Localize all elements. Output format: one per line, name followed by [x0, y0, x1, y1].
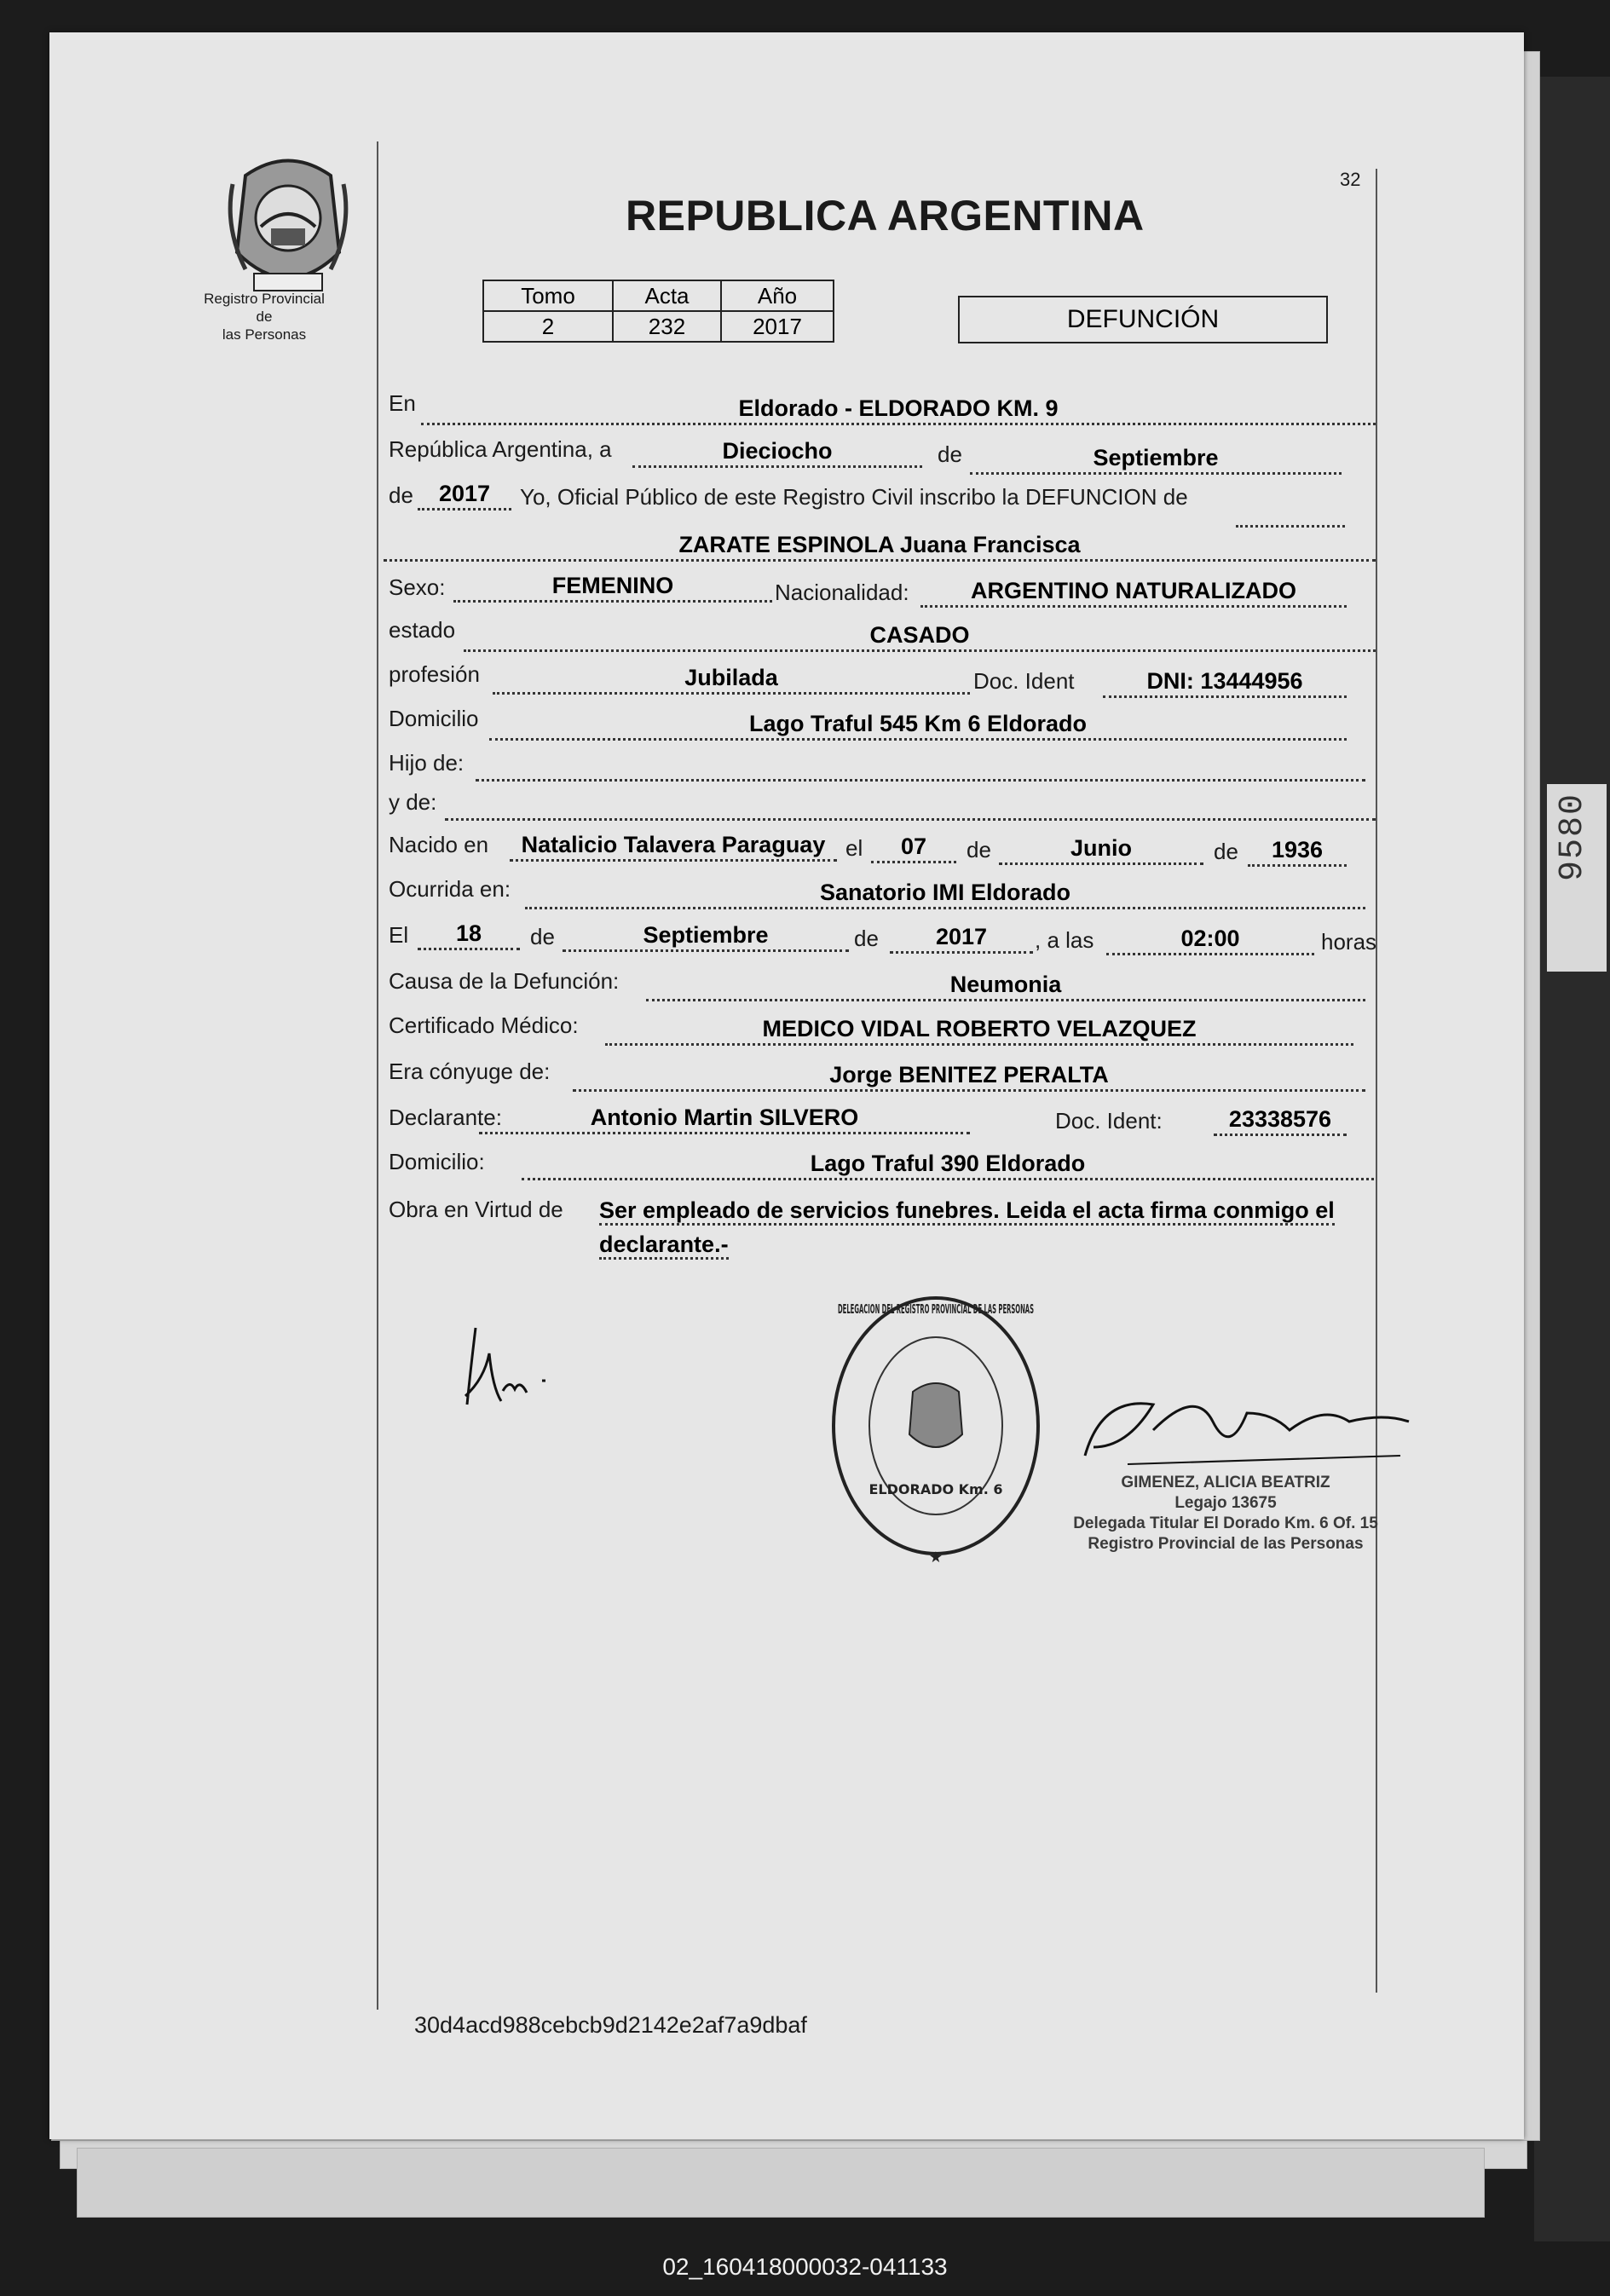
mes-field: Septiembre — [970, 443, 1342, 475]
nombre-field: ZARATE ESPINOLA Juana Francisca — [384, 530, 1376, 562]
def-anio-field: 2017 — [890, 922, 1033, 954]
nacionalidad-label: Nacionalidad: — [775, 580, 909, 605]
nacido-label: Nacido en — [389, 832, 489, 857]
domicilio-field: Lago Traful 545 Km 6 Eldorado — [489, 709, 1347, 741]
ocurrida-field: Sanatorio IMI Eldorado — [525, 878, 1365, 909]
de-label: de — [854, 926, 879, 951]
obra-field: Ser empleado de servicios funebres. Leida el acta firma conmigo el declarante.- — [599, 1193, 1456, 1261]
conyuge-field: Jorge BENITEZ PERALTA — [573, 1060, 1365, 1092]
de-label: de — [389, 482, 413, 508]
province-seal-icon — [220, 150, 356, 303]
header-acta: Acta — [613, 280, 721, 311]
declarante-label: Declarante: — [389, 1105, 502, 1130]
footer-code: 02_160418000032-041133 — [662, 2253, 948, 2280]
background-strip — [1534, 77, 1610, 2241]
estado-label: estado — [389, 617, 456, 643]
declarante-field: Antonio Martin SILVERO — [479, 1103, 970, 1134]
decl-doc-label: Doc. Ident: — [1055, 1108, 1163, 1134]
el-label: el — [845, 835, 863, 861]
delegation-stamp — [821, 1289, 1051, 1571]
decl-domicilio-field: Lago Traful 390 Eldorado — [522, 1149, 1374, 1180]
def-dia-field: 18 — [418, 919, 520, 950]
value-acta: 232 — [613, 311, 721, 342]
causa-field: Neumonia — [646, 970, 1365, 1001]
nac-dia-field: 07 — [871, 832, 956, 863]
declarant-signature — [450, 1319, 578, 1413]
nac-mes-field: Junio — [999, 834, 1203, 865]
horas-label: horas — [1321, 929, 1377, 955]
yde-field — [445, 789, 1376, 821]
yde-label: y de: — [389, 789, 437, 815]
doc-field: DNI: 13444956 — [1103, 666, 1347, 698]
certificate-page — [49, 32, 1524, 2139]
nacido-field: Natalicio Talavera Paraguay — [510, 830, 837, 862]
dia-field: Dieciocho — [632, 436, 922, 468]
profesion-field: Jubilada — [493, 663, 970, 695]
sexo-label: Sexo: — [389, 574, 446, 600]
doc-label: Doc. Ident — [973, 668, 1075, 694]
right-margin-line — [1376, 169, 1377, 1993]
en-label: En — [389, 390, 416, 416]
domicilio-label: Domicilio — [389, 706, 479, 731]
header-tomo: Tomo — [483, 280, 613, 311]
anio-field: 2017 — [418, 479, 511, 511]
def-mes-field: Septiembre — [563, 920, 849, 952]
causa-label: Causa de la Defunción: — [389, 968, 620, 994]
def-hora-field: 02:00 — [1106, 924, 1314, 955]
value-tomo: 2 — [483, 311, 613, 342]
registry-label: Registro Provincial de las Personas — [204, 291, 325, 343]
certificado-field: MEDICO VIDAL ROBERTO VELAZQUEZ — [605, 1014, 1353, 1046]
nac-anio-field: 1936 — [1248, 835, 1347, 867]
en-field: Eldorado - ELDORADO KM. 9 — [421, 394, 1376, 425]
nacionalidad-field: ARGENTINO NATURALIZADO — [920, 576, 1347, 608]
page-number: 32 — [1340, 169, 1361, 190]
ocurrida-label: Ocurrida en: — [389, 876, 511, 902]
sexo-field: FEMENINO — [453, 571, 772, 603]
conyuge-label: Era cónyuge de: — [389, 1059, 551, 1084]
document-hash: 30d4acd988cebcb9d2142e2af7a9dbaf — [414, 2012, 807, 2038]
record-type-box: DEFUNCIÓN — [958, 296, 1328, 343]
de-label: de — [1214, 839, 1238, 864]
inscribo-text: Yo, Oficial Público de este Registro Civil inscribo la DEFUNCION de — [520, 484, 1188, 510]
de-label: de — [938, 441, 962, 467]
de-label: de — [530, 924, 555, 949]
el-label: El — [389, 922, 409, 948]
page-title: REPUBLICA ARGENTINA — [626, 192, 1145, 239]
decl-domicilio-label: Domicilio: — [389, 1149, 485, 1174]
official-signature — [1076, 1379, 1417, 1473]
estado-field: CASADO — [464, 620, 1376, 652]
star-icon: ★ — [928, 1549, 943, 1566]
republica-label: República Argentina, a — [389, 436, 612, 462]
certificado-label: Certificado Médico: — [389, 1012, 579, 1038]
decl-doc-field: 23338576 — [1214, 1105, 1347, 1136]
side-tag: 9580 — [1547, 784, 1607, 972]
official-stamp-text: GIMENEZ, ALICIA BEATRIZ Legajo 13675 Delegada Titular El Dorado Km. 6 Of. 15 Registro Provincial de las Personas — [1073, 1474, 1378, 1553]
hijo-field — [476, 750, 1365, 782]
hijo-label: Hijo de: — [389, 750, 465, 776]
value-anio: 2017 — [721, 311, 834, 342]
record-table — [482, 280, 834, 343]
profesion-label: profesión — [389, 661, 480, 687]
obra-label: Obra en Virtud de — [389, 1197, 563, 1222]
page-stack-edge — [77, 2148, 1485, 2218]
left-margin-line — [377, 141, 378, 2010]
header-anio: Año — [721, 280, 834, 311]
alas-label: , a las — [1035, 927, 1094, 953]
stamp-ring-text: DELEGACION DEL REGISTRO PROVINCIAL DE LAS PERSONAS — [838, 1301, 1034, 1317]
de-label: de — [967, 837, 991, 862]
defuncion-fill-line — [1236, 501, 1345, 528]
stamp-inner-text: ELDORADO Km. 6 — [868, 1481, 1003, 1497]
